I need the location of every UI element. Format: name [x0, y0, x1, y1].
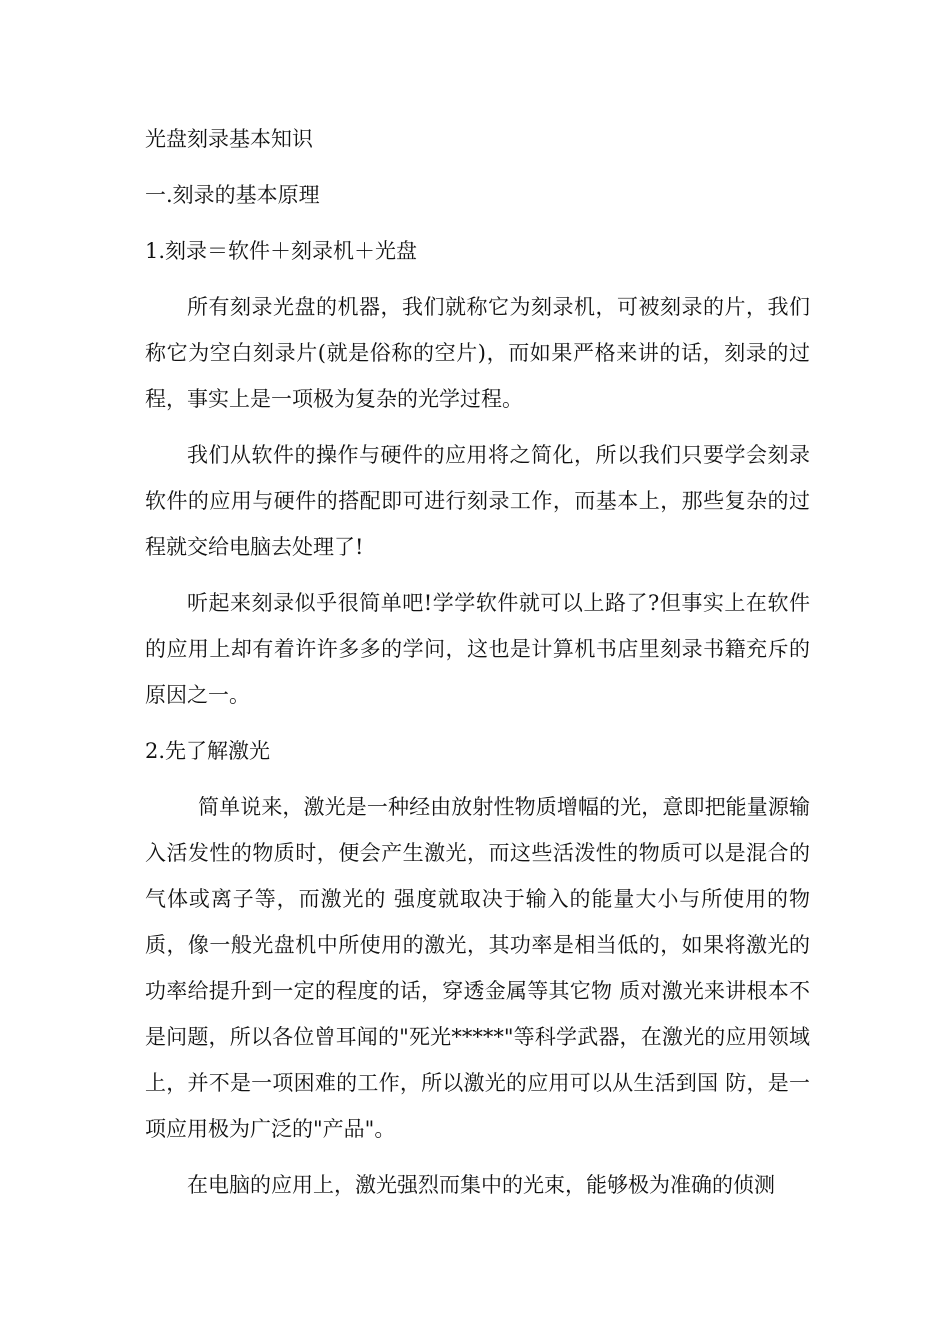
paragraph-learning: 听起来刻录似乎很简单吧!学学软件就可以上路了?但事实上在软件的应用上却有着许许多多的学问，这也是计算机书店里刻录书籍充斥的原因之一。 [145, 591, 810, 707]
subsection-heading-formula: 1.刻录＝软件＋刻录机＋光盘 [145, 239, 418, 263]
paragraph-laser-explanation: 简单说来，激光是一种经由放射性物质增幅的光，意即把能量源输入活发性的物质时，便会产生激光，而这些活泼性的物质可以是混合的气体或离子等，而激光的 强度就取决于输入的能量大小与所使用的物质，像一般光盘机中所使用的激光，其功率是相当低的，如果将激光的功率给提升到一定的程度的话，穿透金属等其它物 质对激光来讲根本不是问题，所以各位曾耳闻的"死光*****"等科学武器，在激光的应用领域上，并不是一项困难的工作，所以激光的应用可以从生活到国 防，是一项应用极为广泛的"产品"。 [145, 795, 810, 1141]
document-title: 光盘刻录基本知识 [145, 127, 313, 151]
paragraph-simplification: 我们从软件的操作与硬件的应用将之简化，所以我们只要学会刻录软件的应用与硬件的搭配即可进行刻录工作，而基本上，那些复杂的过程就交给电脑去处理了! [145, 443, 810, 559]
document-body [145, 116, 810, 1218]
paragraph-burner-definition: 所有刻录光盘的机器，我们就称它为刻录机，可被刻录的片，我们称它为空白刻录片(就是俗称的空片)，而如果严格来讲的话，刻录的过程，事实上是一项极为复杂的光学过程。 [145, 295, 810, 411]
paragraph-laser-computer: 在电脑的应用上，激光强烈而集中的光束，能够极为准确的侦测 [187, 1173, 775, 1197]
subsection-heading-laser: 2.先了解激光 [145, 739, 271, 763]
section-heading-principles: 一.刻录的基本原理 [145, 183, 320, 207]
